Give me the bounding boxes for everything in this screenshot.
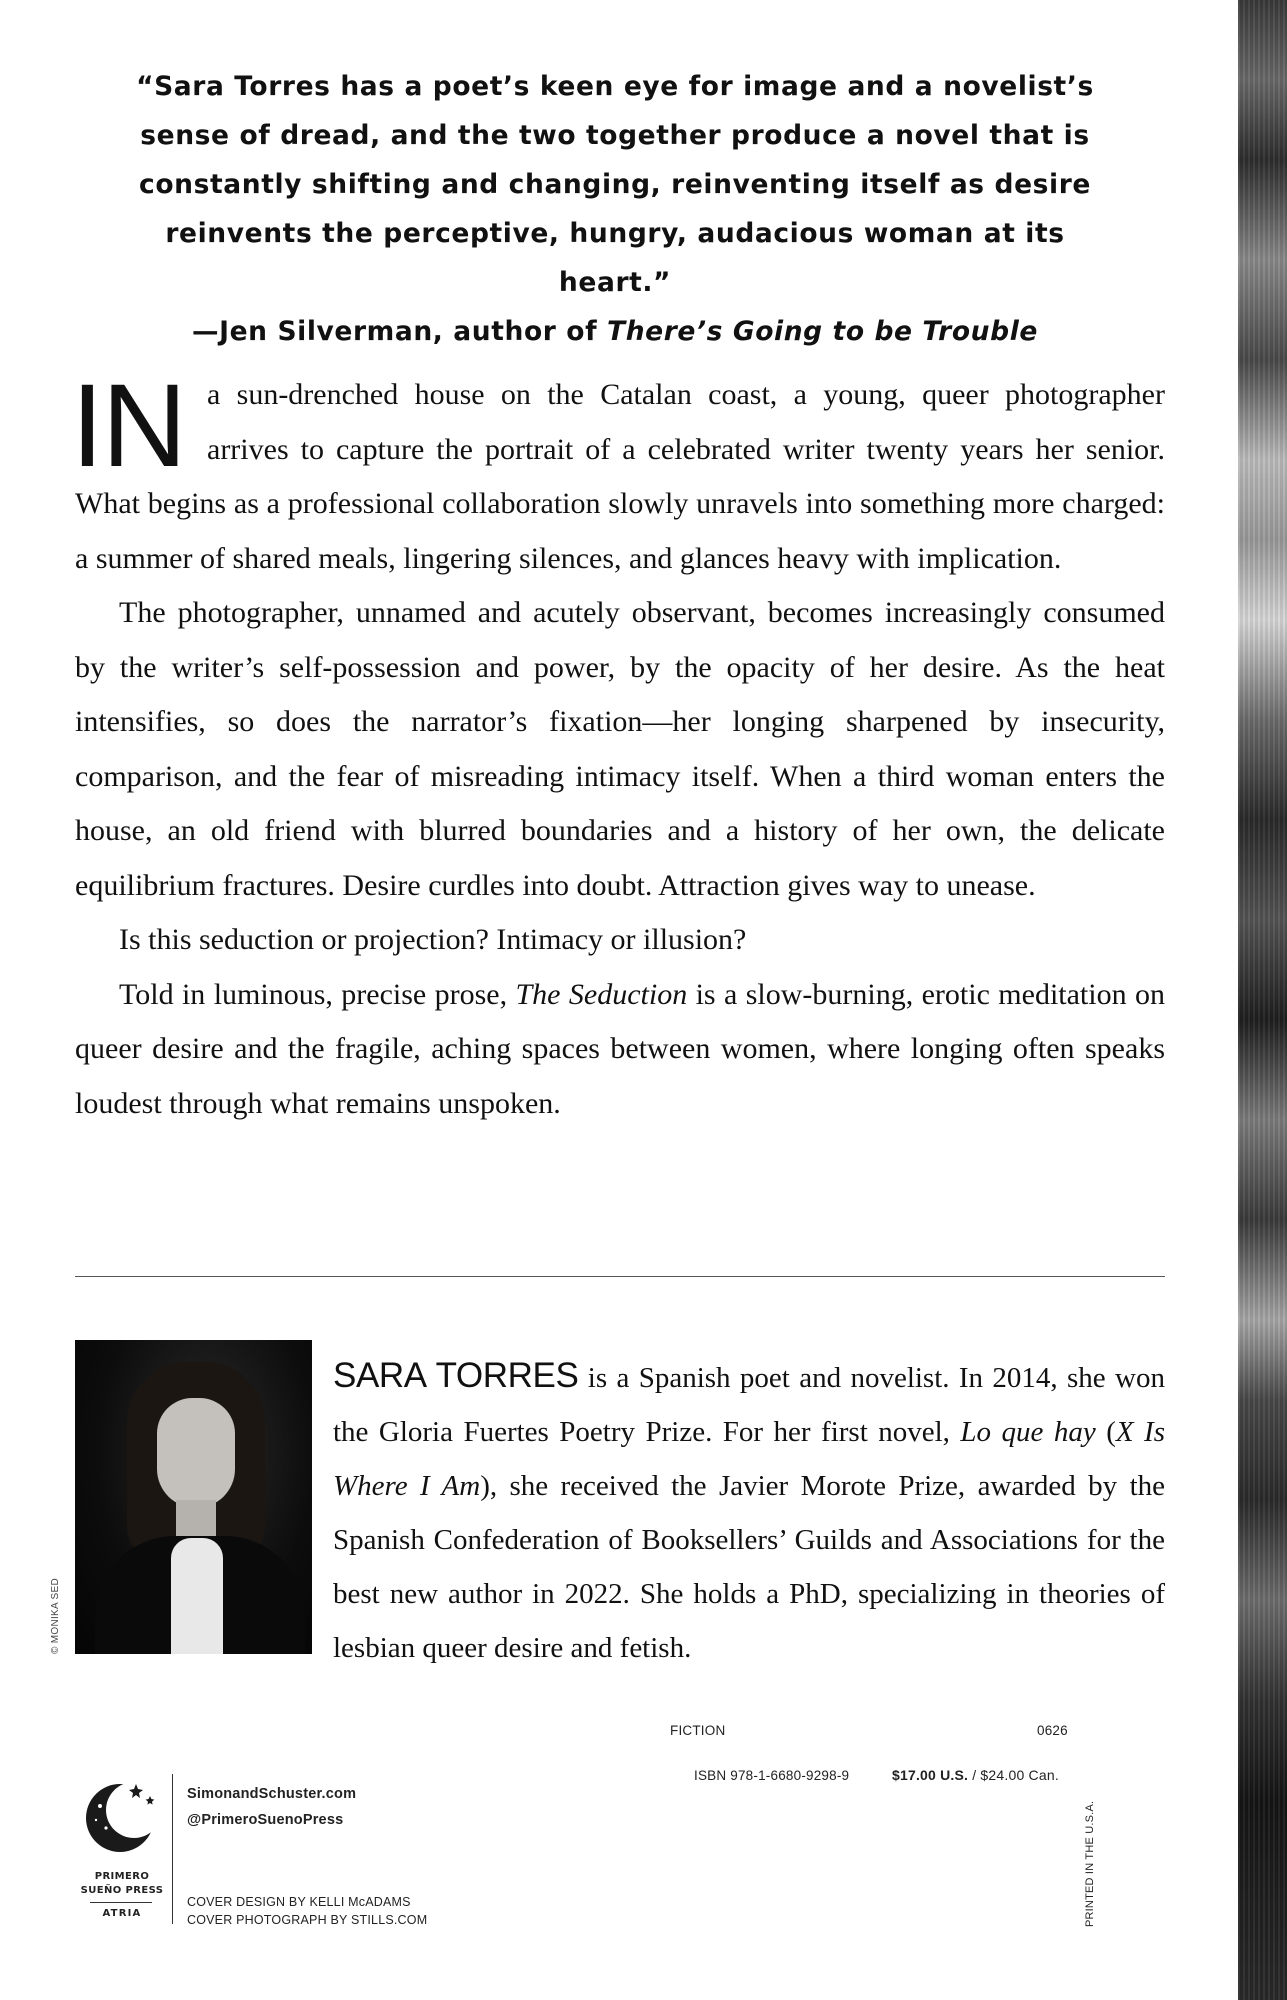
footer-vertical-rule [172,1774,173,1924]
price [892,1767,1059,1783]
product-code: 0626 [1037,1723,1068,1738]
paragraph-1-text: a sun-drenched house on the Catalan coast, a young, queer photographer arrives to capture the portrait of a celebrated writer twenty years her senior. What begins as a professional collaboration slowly unravels into something more charged: a summer of shared meals, lingering silences, and glances heavy with implication. [75,378,1165,575]
price-can: $24.00 Can. [980,1767,1059,1783]
bio-title-1: Lo que hay [960,1416,1096,1448]
photo-credit: © MONIKA SED [50,1578,61,1654]
author-name: SARA TORRES [333,1356,579,1395]
photo-face [157,1398,235,1508]
book-title: The Seduction [515,977,688,1011]
imprint-name: ATRIA [102,1908,142,1919]
bio-text-2: ( [1095,1416,1116,1448]
publisher-line-1: PRIMERO [94,1871,150,1882]
social-handle[interactable]: @PrimeroSuenoPress [187,1812,344,1828]
author-bio [333,1349,1165,1675]
paragraph-4-suffix: is a slow-burning, erotic meditation on queer desire and the fragile, aching spaces between women, where longing often speaks loudest through what remains unspoken. [75,977,1165,1120]
description-paragraph-1 [71,360,1165,586]
cover-photo-edge [1238,0,1287,2000]
drop-cap: IN [71,360,185,492]
divider [75,1276,1165,1277]
author-photo [75,1340,312,1654]
primero-sueno-moon-logo [76,1776,164,1856]
blurb-attribution [110,307,1120,356]
price-us: $17.00 U.S. [892,1767,969,1783]
logo-divider [90,1902,152,1903]
attribution-prefix: —Jen Silverman, author of [192,316,608,347]
bio-title-2: X Is Where I Am [333,1416,1165,1502]
bio-text-3: ), she received the Javier Morote Prize, awarded by the Spanish Confederation of Booksellers’ Guilds and Associations for the best new author in 2022. She holds a PhD, specializing in theories of lesbian queer desire and fetish. [333,1470,1165,1664]
isbn: ISBN 978-1-6680-9298-9 [694,1768,850,1783]
paragraph-4-prefix: Told in luminous, precise prose, [119,977,516,1011]
price-separator: / [968,1767,981,1783]
photo-shirt [171,1538,223,1654]
book-description [71,360,1165,1131]
website-link[interactable]: SimonandSchuster.com [187,1786,357,1802]
category-label: FICTION [670,1723,726,1738]
attribution-title: There’s Going to be Trouble [607,316,1038,347]
printed-in-usa: PRINTED IN THE U.S.A. [1084,1800,1096,1927]
bio-text-1: is a Spanish poet and novelist. In 2014, she won the Gloria Fuertes Poetry Prize. For her first novel, [333,1362,1165,1448]
description-paragraph-4 [75,968,1165,1132]
blurb-quote: “Sara Torres has a poet’s keen eye for image and a novelist’s sense of dread, and the two together produce a novel that is constantly shifting and changing, reinventing itself as desire reinvents the perceptive, hungry, audacious woman at its heart.” [136,71,1094,298]
endorsement-blurb [110,62,1120,356]
description-paragraph-3: Is this seduction or projection? Intimacy or illusion? [119,923,747,956]
publisher-line-2: SUEÑO PRESS [80,1885,164,1896]
cover-photo-credit: COVER PHOTOGRAPH BY STILLS.COM [187,1913,428,1927]
publisher-name [77,1870,167,1898]
cover-design-credit: COVER DESIGN BY KELLI McADAMS [187,1895,411,1909]
description-paragraph-2: The photographer, unnamed and acutely observant, becomes increasingly consumed by the writer’s self-possession and power, by the opacity of her desire. As the heat intensifies, so does the narrator’s fixation—her longing sharpened by insecurity, comparison, and the fear of misreading intimacy itself. When a third woman enters the house, an old friend with blurred boundaries and a history of her own, the delicate equilibrium fractures. Desire curdles into doubt. Attraction gives way to unease. [75,596,1165,902]
